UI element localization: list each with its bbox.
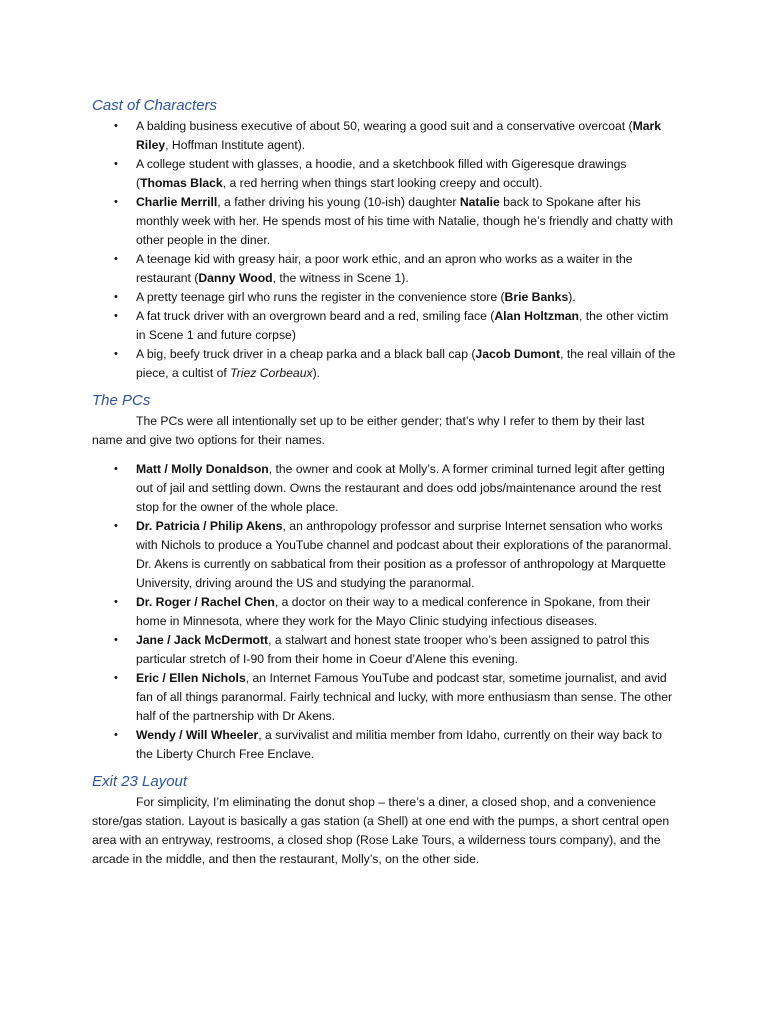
cast-item-5: • A pretty teenage girl who runs the register in the convenience store (Brie Banks). <box>136 288 676 307</box>
bullet-icon: • <box>114 520 118 532</box>
cast-list <box>92 117 676 383</box>
bullet-icon: • <box>114 120 118 132</box>
bullet-icon: • <box>114 463 118 475</box>
layout-paragraph: For simplicity, I’m eliminating the donut shop – there’s a diner, a closed shop, and a convenience store/gas station. Layout is basically a gas station (a Shell) at one end with the pumps, a short central open area with an entryway, restrooms, a closed shop (Rose Lake Tours, a wilderness tours company), and the arcade in the middle, and then the restaurant, Molly’s, on the other side. <box>92 795 670 866</box>
pc-item-1: • Matt / Molly Donaldson, the owner and cook at Molly’s. A former criminal turned legit after getting out of jail and settling down. Owns the restaurant and does odd jobs/maintenance around the rest stop for the owner of the whole place. <box>114 462 665 514</box>
cast-item-7: • A big, beefy truck driver in a cheap parka and a black ball cap (Jacob Dumont, the real villain of the piece, a cultist of Triez Corbeaux). <box>114 347 676 380</box>
bullet-icon: • <box>114 253 118 265</box>
cast-item-2: • A college student with glasses, a hoodie, and a sketchbook filled with Gigeresque drawings (Thomas Black, a red herring when things start looking creepy and occult). <box>114 157 627 190</box>
cast-heading: Cast of Characters <box>92 97 218 114</box>
pc-item-3: • Dr. Roger / Rachel Chen, a doctor on their way to a medical conference in Spokane, from their home in Minnesota, where they work for the Mayo Clinic studying infectious diseases. <box>114 595 651 628</box>
bullet-icon: • <box>114 291 118 303</box>
pc-item-6: • Wendy / Will Wheeler, a survivalist and militia member from Idaho, currently on their way back to the Liberty Church Free Enclave. <box>114 728 662 761</box>
pcs-heading: The PCs <box>92 392 151 409</box>
bullet-icon: • <box>114 729 118 741</box>
cast-item-3: • Charlie Merrill, a father driving his young (10-ish) daughter Natalie back to Spokane after his monthly week with her. He spends most of his time with Natalie, though he’s friendly and chatty with other people in the diner. <box>114 195 673 247</box>
bullet-icon: • <box>114 634 118 646</box>
bullet-icon: • <box>114 196 118 208</box>
cast-item-6: • A fat truck driver with an overgrown beard and a red, smiling face (Alan Holtzman, the other victim in Scene 1 and future corpse) <box>114 309 669 342</box>
bullet-icon: • <box>114 348 118 360</box>
bullet-icon: • <box>114 158 118 170</box>
layout-heading: Exit 23 Layout <box>92 773 188 790</box>
cast-item-1: • A balding business executive of about 50, wearing a good suit and a conservative overcoat (Mark Riley, Hoffman Institute agent). <box>114 119 662 152</box>
pcs-intro: The PCs were all intentionally set up to be either gender; that’s why I refer to them by their last name and give two options for their names. <box>92 414 645 447</box>
pcs-list <box>92 460 676 764</box>
pc-item-2: • Dr. Patricia / Philip Akens, an anthropology professor and surprise Internet sensation who works with Nichols to produce a YouTube channel and podcast about their explorations of the paranormal. Dr. Akens is currently on sabbatical from their position as a professor of anthropology at Marquette University, driving around the US and studying the paranormal. <box>114 519 672 590</box>
bullet-icon: • <box>114 672 118 684</box>
pc-item-5: • Eric / Ellen Nichols, an Internet Famous YouTube and podcast star, sometime journalist, and avid fan of all things paranormal. Fairly technical and lucky, with more enthusiasm than sense. The other half of the partnership with Dr Akens. <box>114 671 673 723</box>
pc-item-4: • Jane / Jack McDermott, a stalwart and honest state trooper who’s been assigned to patrol this particular stretch of I-90 from their home in Coeur d’Alene this evening. <box>114 633 650 666</box>
bullet-icon: • <box>114 310 118 322</box>
cast-item-4: • A teenage kid with greasy hair, a poor work ethic, and an apron who works as a waiter in the restaurant (Danny Wood, the witness in Scene 1). <box>114 252 633 285</box>
bullet-icon: • <box>114 596 118 608</box>
